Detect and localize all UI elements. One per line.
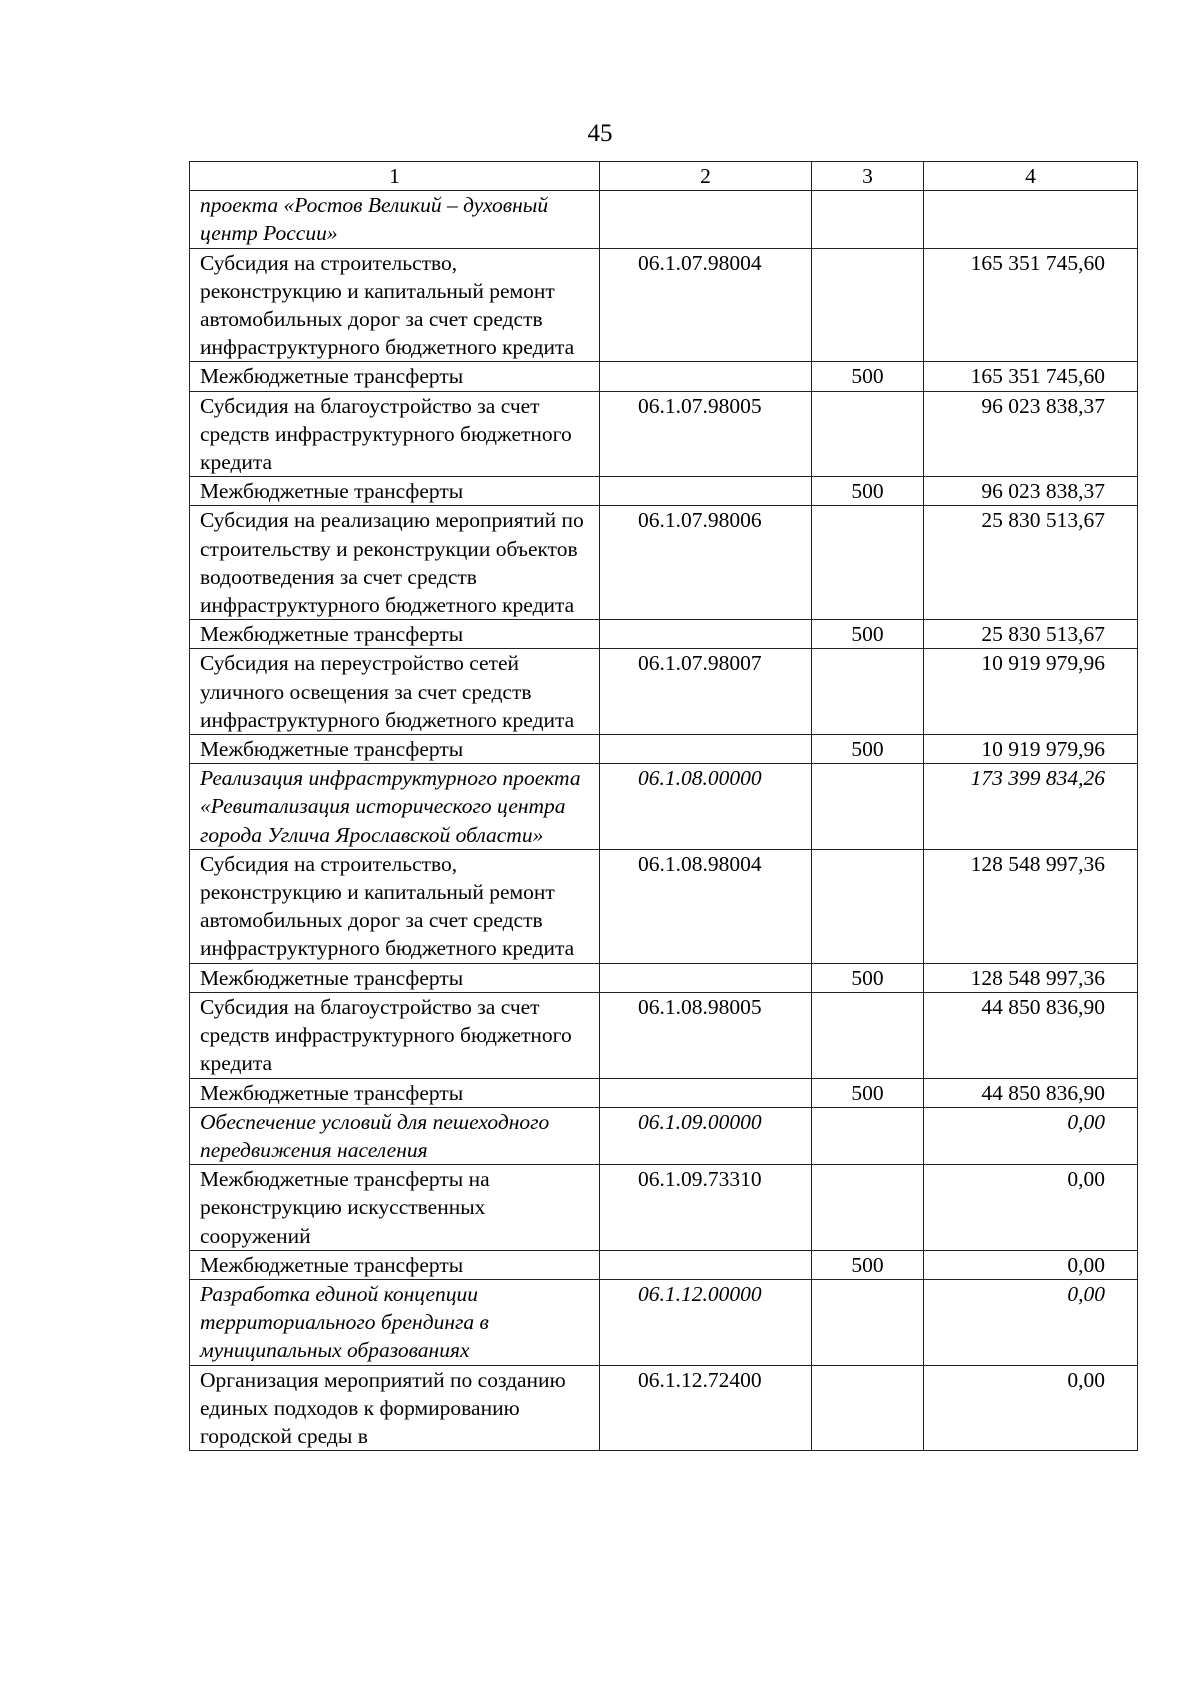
table-row <box>190 191 1138 248</box>
table-row <box>190 1107 1138 1164</box>
row-kind-cell <box>812 506 924 620</box>
row-amount-cell: 128 548 997,36 <box>924 963 1138 992</box>
table-row <box>190 849 1138 963</box>
row-kind-cell <box>812 992 924 1078</box>
row-kind-cell: 500 <box>812 362 924 391</box>
table-row <box>190 477 1138 506</box>
row-kind-cell <box>812 391 924 477</box>
row-name-cell: Межбюджетные трансферты <box>190 477 600 506</box>
row-name-cell: Межбюджетные трансферты <box>190 735 600 764</box>
table-row <box>190 1078 1138 1107</box>
row-amount-cell: 173 399 834,26 <box>924 764 1138 850</box>
row-code-cell: 06.1.08.98004 <box>600 849 812 963</box>
row-name-cell: Субсидия на благоустройство за счет средств инфраструктурного бюджетного кредита <box>190 391 600 477</box>
row-kind-cell: 500 <box>812 477 924 506</box>
row-code-cell: 06.1.07.98006 <box>600 506 812 620</box>
row-kind-cell <box>812 649 924 735</box>
table-row <box>190 506 1138 620</box>
row-code-cell <box>600 191 812 248</box>
row-name-cell: Субсидия на строительство, реконструкцию и капитальный ремонт автомобильных дорог за счет средств инфраструктурного бюджетного кредита <box>190 248 600 362</box>
row-kind-cell <box>812 1165 924 1251</box>
row-code-cell: 06.1.07.98004 <box>600 248 812 362</box>
row-code-cell: 06.1.12.00000 <box>600 1279 812 1365</box>
row-kind-cell: 500 <box>812 1078 924 1107</box>
row-name-cell: Обеспечение условий для пешеходного передвижения населения <box>190 1107 600 1164</box>
row-name-cell: Межбюджетные трансферты <box>190 1250 600 1279</box>
row-amount-cell: 96 023 838,37 <box>924 391 1138 477</box>
row-code-cell: 06.1.07.98007 <box>600 649 812 735</box>
row-code-cell: 06.1.09.73310 <box>600 1165 812 1251</box>
row-amount-cell <box>924 191 1138 248</box>
row-name-cell: Межбюджетные трансферты <box>190 1078 600 1107</box>
row-code-cell <box>600 1250 812 1279</box>
row-kind-cell <box>812 1107 924 1164</box>
row-name-cell: Реализация инфраструктурного проекта «Ревитализация исторического центра города Углича Ярославской области» <box>190 764 600 850</box>
table-row <box>190 1365 1138 1451</box>
column-header-1: 1 <box>190 162 600 191</box>
table-row <box>190 764 1138 850</box>
row-code-cell <box>600 1078 812 1107</box>
row-name-cell: Организация мероприятий по созданию единых подходов к формированию городской среды в <box>190 1365 600 1451</box>
row-kind-cell <box>812 1365 924 1451</box>
row-name-cell: Межбюджетные трансферты <box>190 362 600 391</box>
column-header-4: 4 <box>924 162 1138 191</box>
row-name-cell: Межбюджетные трансферты <box>190 963 600 992</box>
table-row <box>190 620 1138 649</box>
row-name-cell: Межбюджетные трансферты <box>190 620 600 649</box>
row-amount-cell: 128 548 997,36 <box>924 849 1138 963</box>
row-name-cell: Разработка единой концепции территориального брендинга в муниципальных образованиях <box>190 1279 600 1365</box>
row-kind-cell <box>812 1279 924 1365</box>
row-name-cell: Межбюджетные трансферты на реконструкцию искусственных сооружений <box>190 1165 600 1251</box>
row-kind-cell <box>812 191 924 248</box>
row-kind-cell <box>812 248 924 362</box>
row-amount-cell: 96 023 838,37 <box>924 477 1138 506</box>
row-code-cell <box>600 620 812 649</box>
row-name-cell: Субсидия на благоустройство за счет средств инфраструктурного бюджетного кредита <box>190 992 600 1078</box>
table-row <box>190 362 1138 391</box>
row-kind-cell: 500 <box>812 735 924 764</box>
table-row <box>190 248 1138 362</box>
budget-table <box>189 161 1138 1451</box>
row-kind-cell <box>812 849 924 963</box>
row-amount-cell: 44 850 836,90 <box>924 1078 1138 1107</box>
table-row <box>190 992 1138 1078</box>
row-kind-cell: 500 <box>812 963 924 992</box>
row-code-cell: 06.1.07.98005 <box>600 391 812 477</box>
row-code-cell <box>600 963 812 992</box>
table-row <box>190 1250 1138 1279</box>
table-row <box>190 735 1138 764</box>
row-amount-cell: 25 830 513,67 <box>924 620 1138 649</box>
row-amount-cell: 0,00 <box>924 1165 1138 1251</box>
row-amount-cell: 0,00 <box>924 1250 1138 1279</box>
row-amount-cell: 0,00 <box>924 1279 1138 1365</box>
page-number: 45 <box>587 120 613 147</box>
table-row <box>190 391 1138 477</box>
table-row <box>190 1165 1138 1251</box>
row-kind-cell <box>812 764 924 850</box>
row-code-cell <box>600 477 812 506</box>
row-amount-cell: 44 850 836,90 <box>924 992 1138 1078</box>
row-amount-cell: 25 830 513,67 <box>924 506 1138 620</box>
row-amount-cell: 10 919 979,96 <box>924 735 1138 764</box>
row-code-cell <box>600 362 812 391</box>
row-amount-cell: 10 919 979,96 <box>924 649 1138 735</box>
table-row <box>190 649 1138 735</box>
row-name-cell: Субсидия на строительство, реконструкцию и капитальный ремонт автомобильных дорог за счет средств инфраструктурного бюджетного кредита <box>190 849 600 963</box>
row-code-cell: 06.1.08.00000 <box>600 764 812 850</box>
column-header-2: 2 <box>600 162 812 191</box>
row-amount-cell: 0,00 <box>924 1365 1138 1451</box>
row-name-cell: проекта «Ростов Великий – духовный центр России» <box>190 191 600 248</box>
row-code-cell: 06.1.08.98005 <box>600 992 812 1078</box>
table-header-row <box>190 162 1138 191</box>
row-amount-cell: 165 351 745,60 <box>924 362 1138 391</box>
row-kind-cell: 500 <box>812 620 924 649</box>
row-code-cell <box>600 735 812 764</box>
row-name-cell: Субсидия на переустройство сетей уличного освещения за счет средств инфраструктурного бюджетного кредита <box>190 649 600 735</box>
row-amount-cell: 0,00 <box>924 1107 1138 1164</box>
table-row <box>190 963 1138 992</box>
column-header-3: 3 <box>812 162 924 191</box>
row-code-cell: 06.1.12.72400 <box>600 1365 812 1451</box>
table-row <box>190 1279 1138 1365</box>
row-code-cell: 06.1.09.00000 <box>600 1107 812 1164</box>
budget-table-body <box>190 162 1138 1451</box>
row-kind-cell: 500 <box>812 1250 924 1279</box>
row-amount-cell: 165 351 745,60 <box>924 248 1138 362</box>
row-name-cell: Субсидия на реализацию мероприятий по строительству и реконструкции объектов водоотведения за счет средств инфраструктурного бюджетного кредита <box>190 506 600 620</box>
